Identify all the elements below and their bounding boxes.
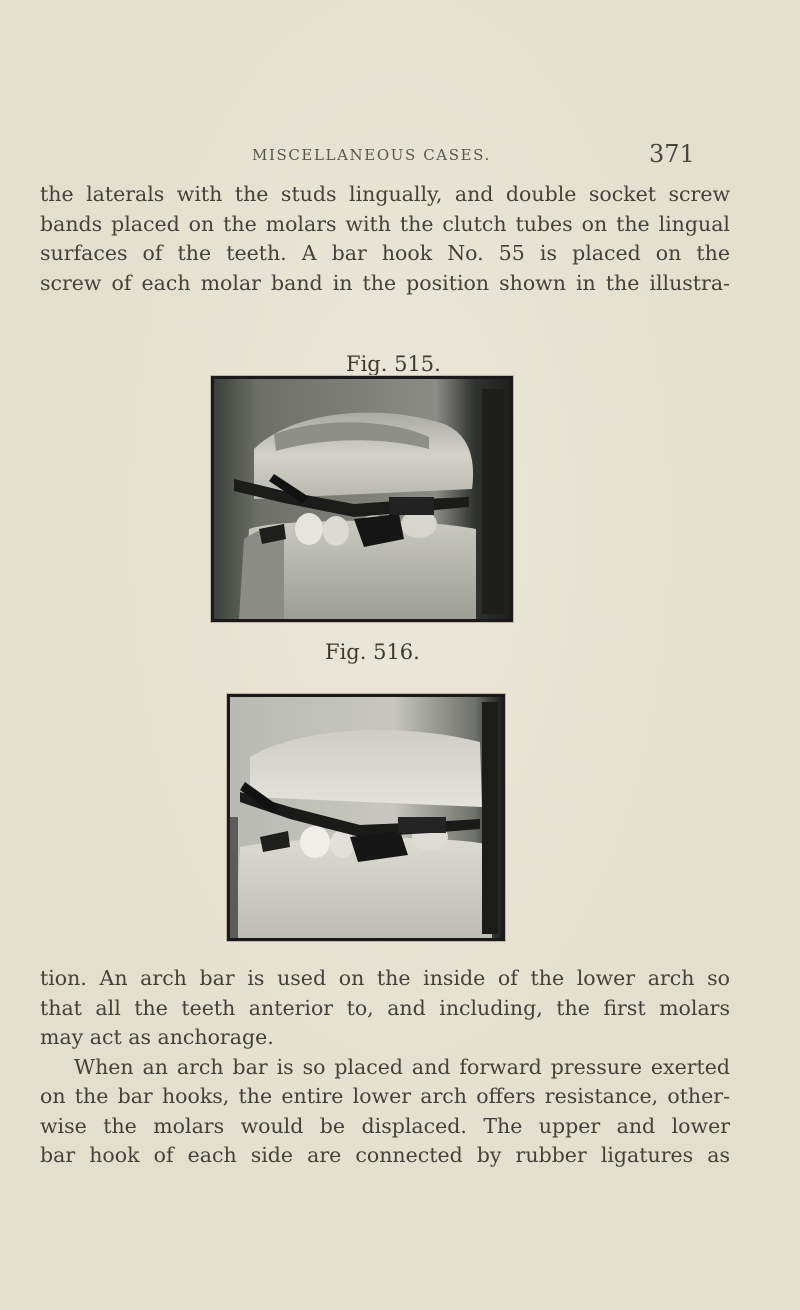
dental-model-illustration: [214, 379, 510, 619]
text-line: on the bar hooks, the entire lower arch offers resistance, other-: [40, 1084, 730, 1108]
paragraph-top: [40, 180, 730, 298]
dental-model-photo-516: [227, 694, 505, 941]
dental-model-illustration: [230, 697, 502, 938]
text-line: the laterals with the studs lingually, and double socket screw: [40, 182, 730, 206]
text-line: bar hook of each side are connected by rubber ligatures as: [40, 1143, 730, 1167]
text-line: wise the molars would be displaced. The upper and lower: [40, 1113, 730, 1138]
figure-caption-515: Fig. 515.: [346, 352, 441, 376]
page-number: 371: [649, 140, 695, 168]
dental-model-photo-515: [211, 376, 513, 622]
text-line: that all the teeth anterior to, and including, the first molars: [40, 995, 730, 1020]
text-line: bands placed on the molars with the clutch tubes on the lingual: [40, 211, 730, 236]
figure-caption-516: Fig. 516.: [325, 640, 420, 664]
text-line: When an arch bar is so placed and forward pressure exerted: [74, 1054, 730, 1079]
paragraph-bottom: [40, 964, 730, 1171]
text-line: may act as anchorage.: [40, 1025, 274, 1049]
text-line: surfaces of the teeth. A bar hook No. 55 is placed on the: [40, 241, 730, 265]
running-head: MISCELLANEOUS CASES.: [252, 146, 491, 164]
text-line: screw of each molar band in the position shown in the illustra-: [40, 270, 730, 295]
text-line: tion. An arch bar is used on the inside of the lower arch so: [40, 966, 730, 990]
